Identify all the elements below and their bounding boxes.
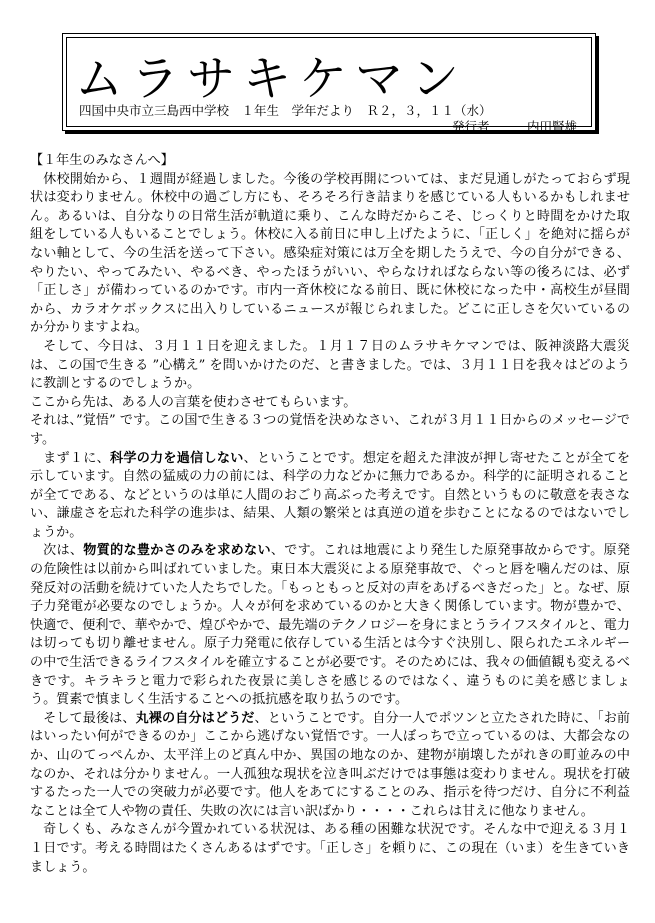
section-title: 【１年生のみなさんへ】 <box>30 153 174 168</box>
paragraph-text: 奇しくも、みなさんが今置かれている状況は、ある種の困難な状況です。そんな中で迎える３月１１日です。考える時間はたくさんあるはずです。「正しさ」を頼りに、この現在（いま）を生きていきましょう。 <box>30 822 630 875</box>
paragraph-text: 休校開始から、１週間が経過しました。今後の学校再開については、まだ見通しがたっておらず現状は変わりません。休校中の過ごし方にも、そろそろ行き詰まりを感じている人もいるかもしれません。あるいは、自分なりの日常生活が軌道に乗り、こんな時だからこそ、じっくりと時間をかけた取組をしている人もいることでしょう。休校に入る前日に申し上げたように、「正しく」を絶対に揺らがない軸として、今の生活を送って下さい。感染症対策には万全を期したうえで、今の自分ができる、やりたい、やってみたい、やるべき、やったほうがいい、やらなければならない等の後ろには、必ず「正しさ」が備わっているのかです。市内一斉休校になる前日、既に休校になった中・高校生が昼間から、カラオケボックスに出入りしているニュースが報じられました。どこに正しさを欠いているのか分かりますよね。 <box>30 171 630 336</box>
paragraph <box>30 171 630 338</box>
paragraph <box>30 450 630 543</box>
paragraph-list <box>30 171 630 878</box>
paragraph-text: それは、”覚悟” です。この国で生きる３つの覚悟を決めなさい、これが３月１１日からのメッセージです。 <box>30 413 630 447</box>
publisher-line: 発行者 － 内田賢雄 <box>451 119 577 134</box>
article-body <box>30 152 630 877</box>
paragraph-text: そして最後は、 <box>43 710 136 726</box>
emphasis-text: 物質的な豊かさのみを求めない <box>83 543 271 559</box>
paragraph-text: 次は、 <box>43 543 84 559</box>
paragraph <box>30 821 630 877</box>
school-date-line: 四国中央市立三島西中学校 １年生 学年だより Ｒ２，３，１１（水） <box>79 103 492 118</box>
paragraph <box>30 542 630 709</box>
header-inner-frame <box>66 37 592 134</box>
paragraph <box>30 710 630 822</box>
paragraph-text: 、です。これは地震により発生した原発事故からです。原発の危険性は以前から叫ばれていました。東日本大震災による原発事故で、ぐっと唇を噛んだのは、原発反対の活動を続けていた人たちでした。「もっともっと反対の声をあげるべきだった」と。なぜ、原子力発電が必要なのでしょうか。人々が何を求めているのかと大きく関係しています。物が豊かで、快適で、便利で、華やかで、煌びやかで、最先端のテクノロジーを身にまとうライフスタイルと、電力は切っても切り離せません。原子力発電に依存している生活とは今すぐ決別し、限られたエネルギーの中で生活できるライフスタイルを確立することが必要です。そのためには、我々の価値観も変えるべきです。キラキラと電力で彩られた夜景に美しさを感じるのではなく、違うものに美を感じましょう。質素で慎ましく生活することへの抵抗感を取り払うのです。 <box>30 543 631 708</box>
paragraph-text: 、ということです。想定を超えた津波が押し寄せたことが全てを示しています。自然の猛威の力の前には、科学の力などかに無力であるか。科学的に証明されることが全てである、などというのは単に人間のおごり高ぶった考えです。自然というものに敬意を表さない、謙虚さを忘れた科学の進歩は、結果、人類の繁栄とは真逆の道を歩むことになるのではないでしょうか。 <box>30 450 631 540</box>
paragraph-text: 、ということです。自分一人でポツンと立たされた時に、「お前はいったい何ができるのか」ここから逃げない覚悟です。一人ぼっちで立っているのは、大都会なのか、山のてっぺんか、太平洋上のど真ん中か、異国の地なのか、建物が崩壊したがれきの町並みの中なのか、それは分かりません。一人孤独な現状を泣き叫ぶだけでは事態は変わりません。現状を打破するたった一人での突破力が必要です。他人をあてにすることのみ、指示を待つだけ、自分に不利益なことは全て人や物の責任、失敗の次には言い訳ばかり・・・・これらは甘えに他なりません。 <box>30 710 631 819</box>
emphasis-text: 科学の力を過信しない <box>109 450 244 466</box>
paragraph-text: ここから先は、ある人の言葉を使わさせてもらいます。 <box>30 394 357 410</box>
paragraph <box>30 338 630 394</box>
header-box <box>62 33 596 134</box>
emphasis-text: 丸裸の自分はどうだ <box>135 710 255 726</box>
paragraph-text: そして、今日は、３月１１日を迎えました。１月１７日のムラサキケマンでは、阪神淡路大震災は、この国で生きる ”心構え” を問いかけたのだ、と書きました。では、３月１１日を我々はどのように教訓とするのでしょうか。 <box>30 338 630 392</box>
paragraph-text: まず１に、 <box>43 450 110 466</box>
paragraph <box>30 412 630 449</box>
newsletter-title: ムラサキケマン <box>75 51 468 107</box>
paragraph <box>30 394 630 413</box>
